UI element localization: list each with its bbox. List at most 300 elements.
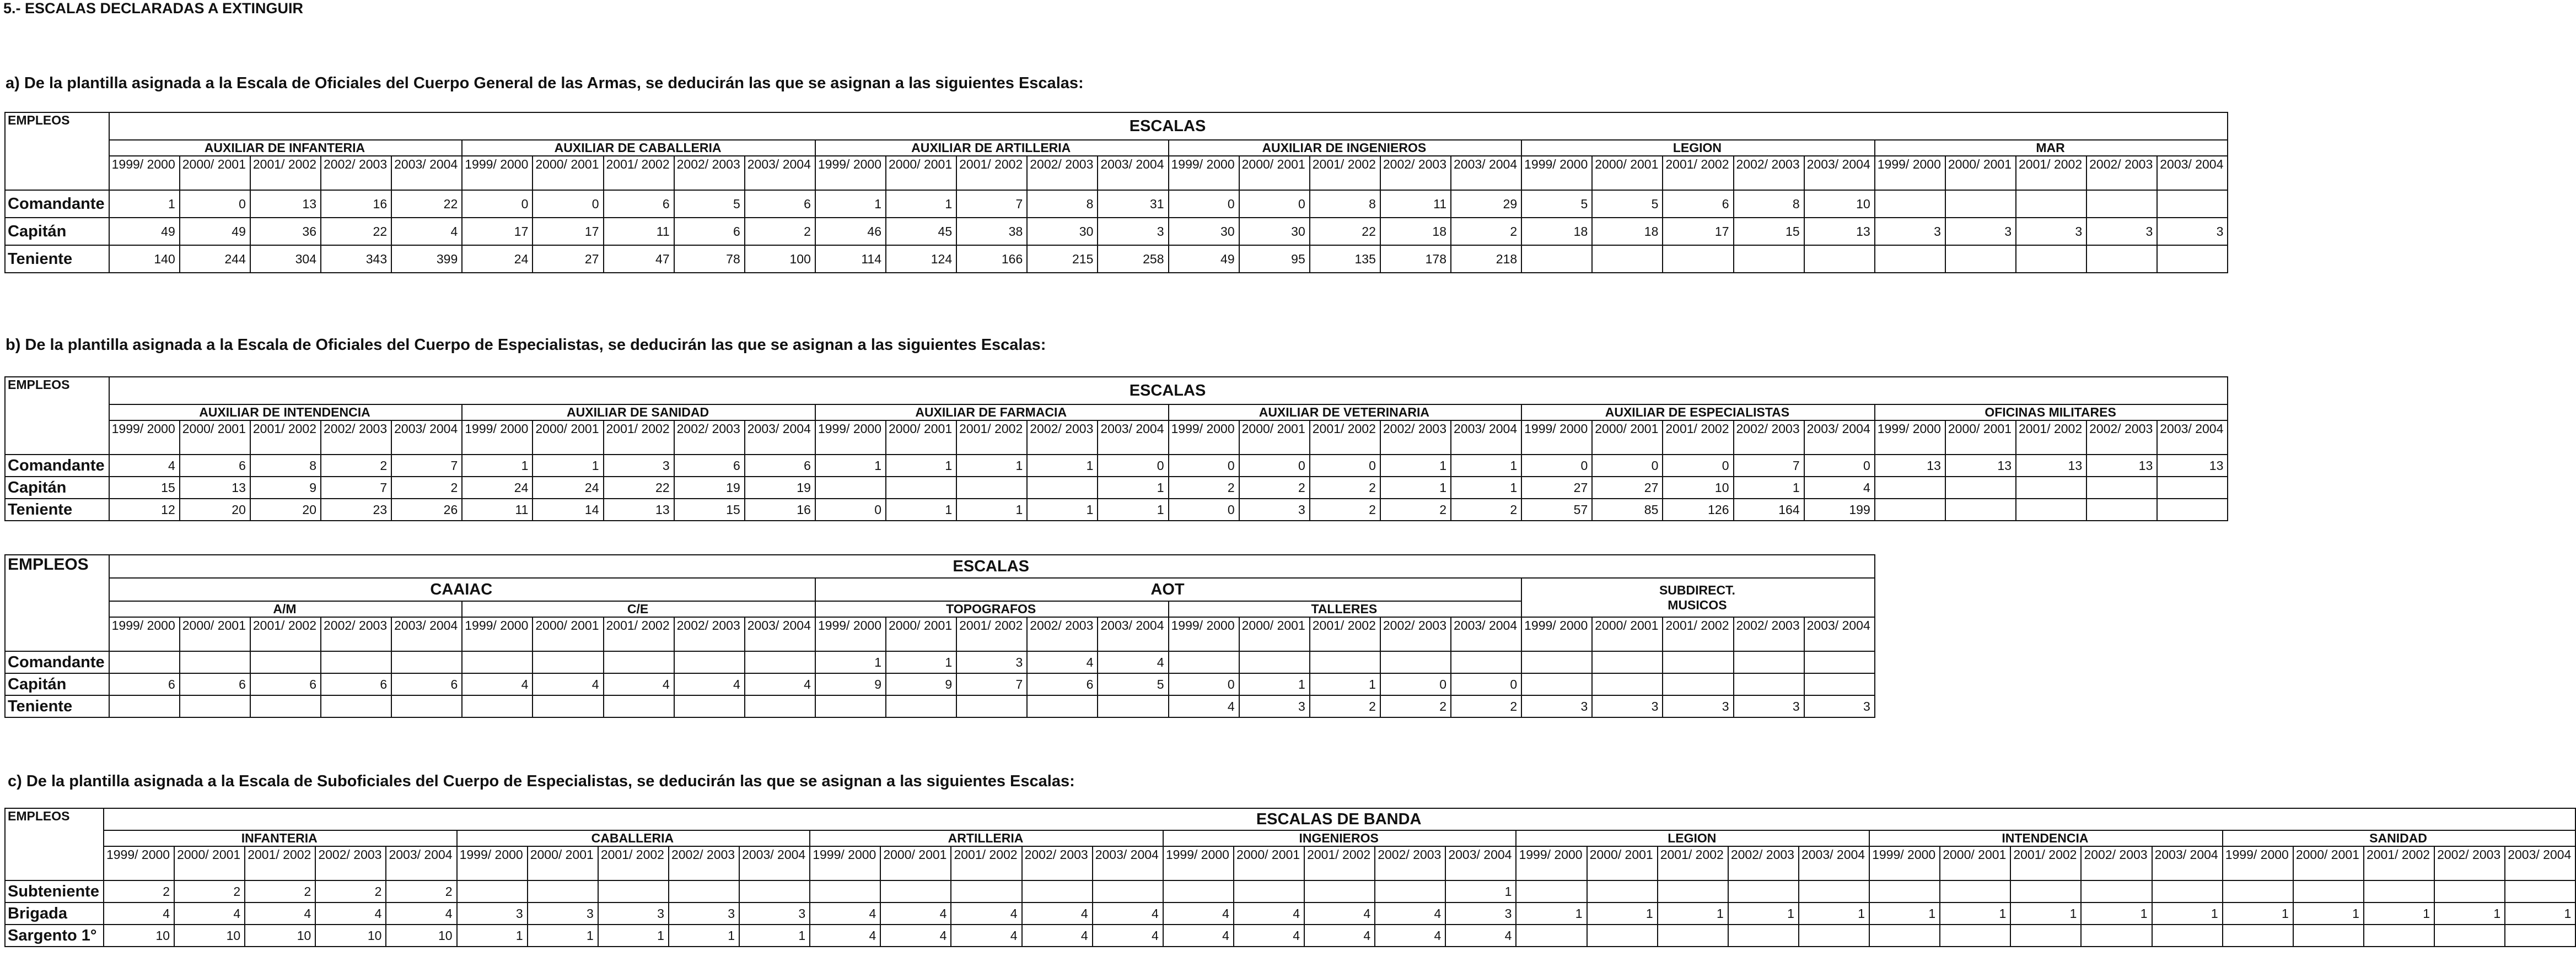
group-header: CABALLERIA: [457, 830, 810, 846]
value-cell: 2: [1451, 695, 1521, 717]
value-cell: 13: [180, 477, 250, 499]
year-header: 2000/ 2001: [1239, 617, 1310, 651]
value-cell: 0: [533, 190, 603, 218]
value-cell: 1: [533, 455, 603, 477]
value-cell: 8: [1310, 190, 1380, 218]
year-header: 1999/ 2000: [1875, 156, 1945, 190]
year-header: 2003/ 2004: [2152, 846, 2223, 880]
value-cell: 4: [745, 673, 815, 695]
value-cell: 47: [604, 245, 674, 273]
value-cell: [1093, 880, 1163, 902]
value-cell: [2086, 245, 2157, 273]
value-cell: 19: [745, 477, 815, 499]
value-cell: [2434, 925, 2505, 947]
value-cell: 10: [1663, 477, 1733, 499]
table-row: [5, 651, 1875, 673]
year-header: 2000/ 2001: [1945, 420, 2016, 455]
value-cell: 3: [1945, 218, 2016, 245]
value-cell: [1799, 880, 1869, 902]
year-header: 2000/ 2001: [180, 156, 250, 190]
year-header: 1999/ 2000: [1516, 846, 1587, 880]
year-header: 2002/ 2003: [674, 617, 745, 651]
year-header: 2001/ 2002: [1310, 156, 1380, 190]
year-header: 2002/ 2003: [669, 846, 739, 880]
value-cell: 22: [1310, 218, 1380, 245]
year-header: 2000/ 2001: [1592, 420, 1663, 455]
year-header: 2003/ 2004: [1098, 156, 1168, 190]
value-cell: 0: [1592, 455, 1663, 477]
value-cell: [1521, 651, 1592, 673]
value-cell: [810, 880, 880, 902]
value-cell: 6: [321, 673, 391, 695]
value-cell: 0: [1169, 190, 1239, 218]
value-cell: [2086, 499, 2157, 521]
year-header: 2002/ 2003: [1375, 846, 1445, 880]
value-cell: 126: [1663, 499, 1733, 521]
value-cell: 4: [1445, 925, 1516, 947]
value-cell: [886, 477, 956, 499]
value-cell: [1592, 245, 1663, 273]
value-cell: [1940, 880, 2010, 902]
value-cell: 4: [810, 925, 880, 947]
value-cell: [2081, 925, 2152, 947]
value-cell: 2: [321, 455, 391, 477]
table-row: [5, 455, 2228, 477]
table-row: [5, 880, 2575, 902]
year-header: 2002/ 2003: [2086, 420, 2157, 455]
year-header: 2000/ 2001: [1234, 846, 1304, 880]
year-header: 2002/ 2003: [321, 156, 391, 190]
group-header: AUXILIAR DE INGENIEROS: [1169, 140, 1522, 156]
year-header: 2000/ 2001: [886, 420, 956, 455]
value-cell: 1: [886, 651, 956, 673]
value-cell: 1: [2152, 902, 2223, 925]
value-cell: [2086, 477, 2157, 499]
value-cell: 1: [886, 455, 956, 477]
value-cell: 0: [1239, 455, 1310, 477]
value-cell: 1: [2223, 902, 2293, 925]
table-d: [4, 554, 1875, 718]
value-cell: [880, 880, 951, 902]
group-header: A/M: [109, 601, 463, 617]
value-cell: 1: [1310, 673, 1380, 695]
year-header: 2001/ 2002: [956, 420, 1027, 455]
year-header: 2001/ 2002: [604, 617, 674, 651]
value-cell: 5: [1521, 190, 1592, 218]
year-header: 1999/ 2000: [1521, 156, 1592, 190]
year-header: 2000/ 2001: [1940, 846, 2010, 880]
year-header: 1999/ 2000: [1169, 420, 1239, 455]
value-cell: 4: [880, 925, 951, 947]
table-row: [5, 190, 2228, 218]
year-header: 2001/ 2002: [604, 156, 674, 190]
year-header: 1999/ 2000: [815, 617, 886, 651]
year-header: 1999/ 2000: [1163, 846, 1234, 880]
group-header: AUXILIAR DE INFANTERIA: [109, 140, 463, 156]
value-cell: [2223, 880, 2293, 902]
value-cell: [1799, 925, 1869, 947]
value-cell: 18: [1592, 218, 1663, 245]
value-cell: 2: [1239, 477, 1310, 499]
value-cell: 0: [462, 190, 533, 218]
group-header: LEGION: [1521, 140, 1875, 156]
value-cell: 1: [1098, 477, 1168, 499]
value-cell: [1380, 651, 1451, 673]
group-header: CAAIAC: [109, 578, 815, 601]
value-cell: 199: [1804, 499, 1875, 521]
value-cell: 1: [1027, 499, 1098, 521]
value-cell: 23: [321, 499, 391, 521]
value-cell: 0: [815, 499, 886, 521]
value-cell: [1804, 673, 1875, 695]
value-cell: [1663, 673, 1733, 695]
value-cell: 6: [250, 673, 321, 695]
value-cell: [1804, 651, 1875, 673]
value-cell: [1592, 673, 1663, 695]
value-cell: [2157, 190, 2228, 218]
value-cell: 24: [462, 245, 533, 273]
row-label: Subteniente: [5, 880, 104, 902]
value-cell: [2086, 190, 2157, 218]
year-header: 1999/ 2000: [1869, 846, 1940, 880]
year-header: 1999/ 2000: [2223, 846, 2293, 880]
year-header: 2002/ 2003: [1027, 156, 1098, 190]
value-cell: 6: [674, 455, 745, 477]
value-cell: 10: [1804, 190, 1875, 218]
group-header: C/E: [462, 601, 815, 617]
escalas-header: ESCALAS: [109, 555, 1875, 578]
value-cell: 2: [315, 880, 386, 902]
value-cell: 3: [1521, 695, 1592, 717]
value-cell: 1: [1451, 455, 1521, 477]
year-header: 2001/ 2002: [956, 156, 1027, 190]
value-cell: 2: [391, 477, 462, 499]
year-header: 2003/ 2004: [1804, 156, 1875, 190]
value-cell: 6: [180, 455, 250, 477]
year-header: 2001/ 2002: [2010, 846, 2081, 880]
value-cell: 15: [674, 499, 745, 521]
value-cell: 26: [391, 499, 462, 521]
value-cell: 0: [1169, 455, 1239, 477]
group-header: MAR: [1875, 140, 2228, 156]
value-cell: 10: [315, 925, 386, 947]
value-cell: 4: [1234, 925, 1304, 947]
year-header: 2002/ 2003: [1734, 617, 1804, 651]
value-cell: [1875, 245, 1945, 273]
value-cell: [1521, 673, 1592, 695]
year-header: 2003/ 2004: [2157, 420, 2228, 455]
value-cell: 124: [886, 245, 956, 273]
value-cell: 20: [250, 499, 321, 521]
group-header: OFICINAS MILITARES: [1875, 404, 2228, 420]
year-header: 2002/ 2003: [674, 156, 745, 190]
year-header: 2000/ 2001: [1592, 156, 1663, 190]
value-cell: 1: [1869, 902, 1940, 925]
value-cell: [2010, 880, 2081, 902]
value-cell: [1234, 880, 1304, 902]
value-cell: 4: [1804, 477, 1875, 499]
value-cell: 3: [598, 902, 669, 925]
year-header: 2000/ 2001: [533, 617, 603, 651]
value-cell: [1728, 925, 1799, 947]
value-cell: 0: [1239, 190, 1310, 218]
value-cell: 1: [109, 190, 180, 218]
value-cell: 3: [669, 902, 739, 925]
value-cell: 10: [245, 925, 315, 947]
value-cell: 2: [1310, 499, 1380, 521]
value-cell: [462, 695, 533, 717]
value-cell: [2016, 499, 2086, 521]
value-cell: 20: [180, 499, 250, 521]
value-cell: 304: [250, 245, 321, 273]
value-cell: 1: [1445, 880, 1516, 902]
value-cell: [1869, 925, 1940, 947]
value-cell: [2152, 925, 2223, 947]
group-header: INFANTERIA: [104, 830, 457, 846]
year-header: 2001/ 2002: [250, 617, 321, 651]
value-cell: [1516, 925, 1587, 947]
year-header: 2003/ 2004: [1093, 846, 1163, 880]
value-cell: 1: [739, 925, 810, 947]
value-cell: 178: [1380, 245, 1451, 273]
group-header: AUXILIAR DE ARTILLERIA: [815, 140, 1169, 156]
value-cell: 4: [1375, 902, 1445, 925]
value-cell: 22: [321, 218, 391, 245]
value-cell: 4: [1022, 925, 1093, 947]
value-cell: 1: [1027, 455, 1098, 477]
value-cell: 4: [1098, 651, 1168, 673]
value-cell: 7: [956, 673, 1027, 695]
value-cell: [1310, 651, 1380, 673]
value-cell: [674, 651, 745, 673]
year-header: 1999/ 2000: [1169, 156, 1239, 190]
row-label: Brigada: [5, 902, 104, 925]
value-cell: 3: [2016, 218, 2086, 245]
value-cell: 6: [745, 455, 815, 477]
value-cell: 1: [2434, 902, 2505, 925]
year-header: 2000/ 2001: [2293, 846, 2364, 880]
value-cell: 8: [250, 455, 321, 477]
year-header: 1999/ 2000: [109, 420, 180, 455]
value-cell: [2081, 880, 2152, 902]
value-cell: [1027, 477, 1098, 499]
year-header: 2000/ 2001: [1239, 156, 1310, 190]
year-header: 1999/ 2000: [109, 617, 180, 651]
value-cell: [2434, 880, 2505, 902]
year-header: 1999/ 2000: [462, 156, 533, 190]
empleos-header: EMPLEOS: [5, 808, 104, 880]
value-cell: 13: [1804, 218, 1875, 245]
year-header: 2001/ 2002: [604, 420, 674, 455]
year-header: 2003/ 2004: [1445, 846, 1516, 880]
value-cell: 258: [1098, 245, 1168, 273]
year-header: 2002/ 2003: [2081, 846, 2152, 880]
year-header: 1999/ 2000: [457, 846, 528, 880]
value-cell: 18: [1380, 218, 1451, 245]
value-cell: 11: [604, 218, 674, 245]
value-cell: 4: [1093, 925, 1163, 947]
group-header: TALLERES: [1169, 601, 1522, 617]
year-header: 2003/ 2004: [745, 617, 815, 651]
value-cell: [109, 695, 180, 717]
value-cell: [598, 880, 669, 902]
group-header: AUXILIAR DE SANIDAD: [462, 404, 815, 420]
value-cell: 0: [1521, 455, 1592, 477]
empleos-header: EMPLEOS: [5, 555, 109, 651]
value-cell: [1663, 651, 1733, 673]
value-cell: 1: [2293, 902, 2364, 925]
group-header: LEGION: [1516, 830, 1869, 846]
value-cell: 4: [533, 673, 603, 695]
value-cell: [1169, 651, 1239, 673]
value-cell: 1: [886, 190, 956, 218]
year-header: 2000/ 2001: [1587, 846, 1658, 880]
year-header: 1999/ 2000: [462, 617, 533, 651]
value-cell: 4: [1304, 902, 1375, 925]
value-cell: 11: [1380, 190, 1451, 218]
value-cell: 7: [391, 455, 462, 477]
row-label: Capitán: [5, 218, 109, 245]
row-label: Capitán: [5, 673, 109, 695]
value-cell: [2157, 245, 2228, 273]
value-cell: 6: [180, 673, 250, 695]
value-cell: 2: [1451, 499, 1521, 521]
group-header: TOPOGRAFOS: [815, 601, 1169, 617]
value-cell: 49: [180, 218, 250, 245]
value-cell: 18: [1521, 218, 1592, 245]
year-header: 2001/ 2002: [1663, 156, 1733, 190]
row-label: Comandante: [5, 455, 109, 477]
musicos-line: MUSICOS: [1668, 597, 1727, 612]
value-cell: 2: [1380, 499, 1451, 521]
value-cell: 1: [815, 190, 886, 218]
section-title: 5.- ESCALAS DECLARADAS A EXTINGUIR: [3, 0, 304, 17]
intro-a: a) De la plantilla asignada a la Escala de Oficiales del Cuerpo General de las Armas, se deducirán las que se asignan a las siguientes Escalas:: [6, 74, 1084, 92]
value-cell: 24: [462, 477, 533, 499]
year-header: 2000/ 2001: [1239, 420, 1310, 455]
year-header: 1999/ 2000: [810, 846, 880, 880]
value-cell: [533, 651, 603, 673]
value-cell: 5: [1098, 673, 1168, 695]
value-cell: 4: [245, 902, 315, 925]
value-cell: [1869, 880, 1940, 902]
value-cell: 399: [391, 245, 462, 273]
year-header: 1999/ 2000: [815, 420, 886, 455]
year-header: 2003/ 2004: [391, 156, 462, 190]
year-header: 2001/ 2002: [2364, 846, 2434, 880]
value-cell: [1375, 880, 1445, 902]
table-row: [5, 245, 2228, 273]
value-cell: 15: [109, 477, 180, 499]
year-header: 1999/ 2000: [1521, 617, 1592, 651]
value-cell: 2: [245, 880, 315, 902]
value-cell: 2: [386, 880, 456, 902]
value-cell: 100: [745, 245, 815, 273]
escalas-header: ESCALAS DE BANDA: [104, 808, 2575, 830]
year-header: 2000/ 2001: [180, 420, 250, 455]
year-header: 2002/ 2003: [1027, 420, 1098, 455]
value-cell: [2364, 925, 2434, 947]
year-header: 2001/ 2002: [1658, 846, 1728, 880]
value-cell: [1945, 499, 2016, 521]
table-row: [5, 218, 2228, 245]
year-header: 2003/ 2004: [2157, 156, 2228, 190]
year-header: 2002/ 2003: [674, 420, 745, 455]
value-cell: 27: [1521, 477, 1592, 499]
year-header: 1999/ 2000: [109, 156, 180, 190]
value-cell: 166: [956, 245, 1027, 273]
value-cell: 5: [1592, 190, 1663, 218]
table-row: [5, 902, 2575, 925]
value-cell: 3: [956, 651, 1027, 673]
year-header: 2001/ 2002: [245, 846, 315, 880]
year-header: 1999/ 2000: [1875, 420, 1945, 455]
value-cell: 215: [1027, 245, 1098, 273]
value-cell: 3: [1239, 499, 1310, 521]
value-cell: [1451, 651, 1521, 673]
value-cell: 10: [386, 925, 456, 947]
value-cell: 1: [1587, 902, 1658, 925]
value-cell: 78: [674, 245, 745, 273]
year-header: 2000/ 2001: [886, 617, 956, 651]
value-cell: 2: [1380, 695, 1451, 717]
value-cell: 2: [104, 880, 174, 902]
year-header: 2003/ 2004: [1804, 420, 1875, 455]
year-header: 2000/ 2001: [886, 156, 956, 190]
value-cell: 4: [1027, 651, 1098, 673]
year-header: 2003/ 2004: [1804, 617, 1875, 651]
value-cell: [1587, 880, 1658, 902]
year-header: 2000/ 2001: [1945, 156, 2016, 190]
value-cell: 4: [880, 902, 951, 925]
value-cell: 4: [1169, 695, 1239, 717]
value-cell: 19: [674, 477, 745, 499]
value-cell: 1: [457, 925, 528, 947]
year-header: 2000/ 2001: [533, 156, 603, 190]
value-cell: [1734, 673, 1804, 695]
value-cell: 4: [174, 902, 245, 925]
value-cell: 17: [1663, 218, 1733, 245]
value-cell: 1: [1516, 902, 1587, 925]
value-cell: 1: [2505, 902, 2575, 925]
value-cell: 1: [1734, 477, 1804, 499]
value-cell: 3: [528, 902, 598, 925]
value-cell: 11: [462, 499, 533, 521]
value-cell: 13: [250, 190, 321, 218]
value-cell: 4: [951, 925, 1021, 947]
group-header: INGENIEROS: [1163, 830, 1516, 846]
value-cell: 164: [1734, 499, 1804, 521]
value-cell: [321, 651, 391, 673]
value-cell: [2016, 190, 2086, 218]
escalas-header: ESCALAS: [109, 377, 2228, 404]
value-cell: 6: [391, 673, 462, 695]
row-label: Teniente: [5, 499, 109, 521]
table-row: [5, 925, 2575, 947]
value-cell: [2010, 925, 2081, 947]
value-cell: 1: [1728, 902, 1799, 925]
table-c: [4, 808, 2576, 947]
value-cell: 0: [1098, 455, 1168, 477]
value-cell: 2: [1310, 477, 1380, 499]
value-cell: 6: [604, 190, 674, 218]
value-cell: 0: [1169, 673, 1239, 695]
value-cell: [815, 695, 886, 717]
value-cell: [745, 651, 815, 673]
year-header: 2003/ 2004: [745, 420, 815, 455]
group-header: AUXILIAR DE INTENDENCIA: [109, 404, 463, 420]
value-cell: 13: [604, 499, 674, 521]
